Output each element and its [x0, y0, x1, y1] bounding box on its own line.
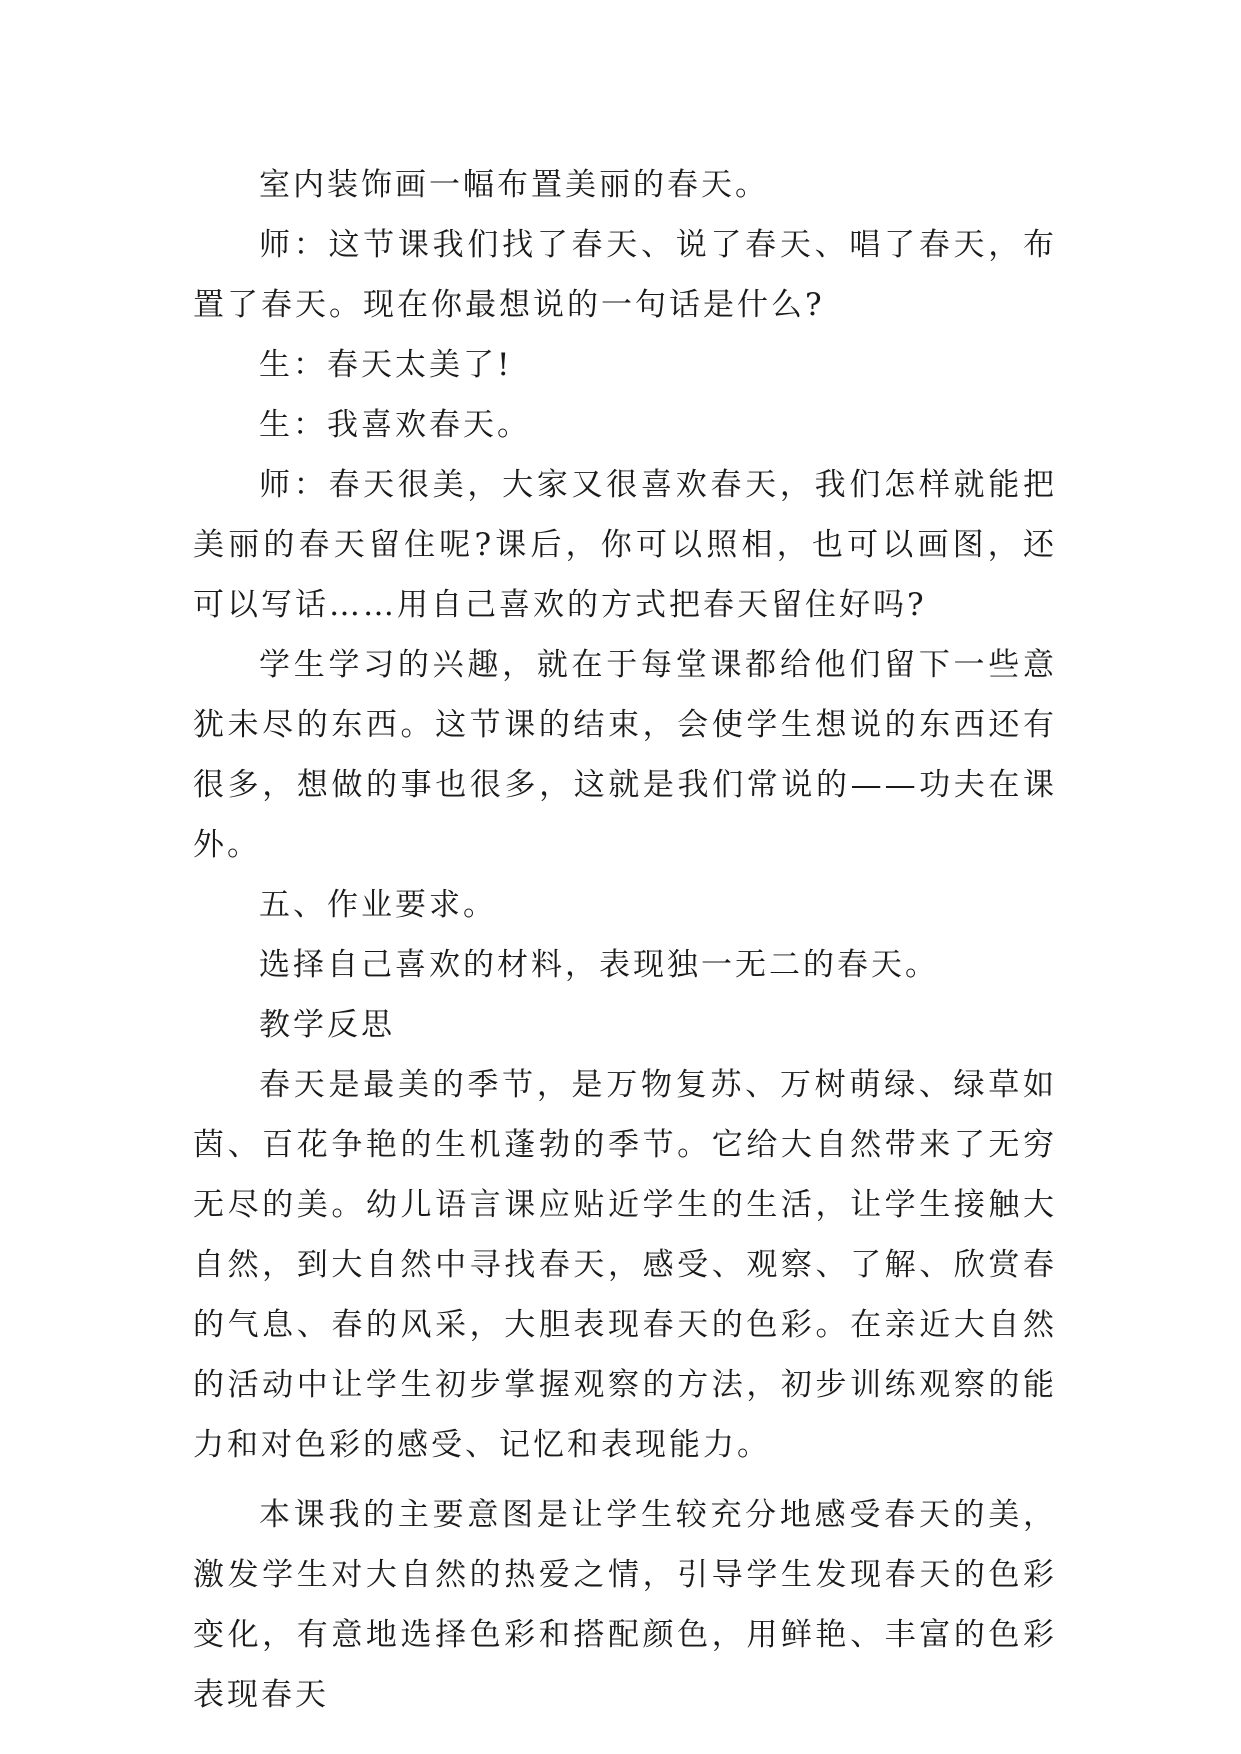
document-body	[193, 155, 1057, 1725]
paragraph: 师：春天很美，大家又很喜欢春天，我们怎样就能把美丽的春天留住呢?课后，你可以照相，也可以画图，还可以写话……用自己喜欢的方式把春天留住好吗?	[193, 467, 1057, 623]
paragraph: 室内装饰画一幅布置美丽的春天。	[259, 167, 769, 203]
section-heading: 五、作业要求。	[259, 887, 497, 923]
paragraph: 生：我喜欢春天。	[259, 407, 531, 443]
paragraph: 选择自己喜欢的材料，表现独一无二的春天。	[259, 947, 939, 983]
paragraph: 生：春天太美了!	[259, 347, 513, 383]
paragraph: 学生学习的兴趣，就在于每堂课都给他们留下一些意犹未尽的东西。这节课的结束，会使学生想说的东西还有很多，想做的事也很多，这就是我们常说的——功夫在课外。	[193, 647, 1057, 863]
section-heading: 教学反思	[259, 1007, 395, 1043]
paragraph: 春天是最美的季节，是万物复苏、万树萌绿、绿草如茵、百花争艳的生机蓬勃的季节。它给大自然带来了无穷无尽的美。幼儿语言课应贴近学生的生活，让学生接触大自然，到大自然中寻找春天，感受、观察、了解、欣赏春的气息、春的风采，大胆表现春天的色彩。在亲近大自然的活动中让学生初步掌握观察的方法，初步训练观察的能力和对色彩的感受、记忆和表现能力。	[193, 1067, 1057, 1463]
paragraph: 本课我的主要意图是让学生较充分地感受春天的美，激发学生对大自然的热爱之情，引导学生发现春天的色彩变化，有意地选择色彩和搭配颜色，用鲜艳、丰富的色彩表现春天	[193, 1497, 1057, 1713]
paragraph: 师：这节课我们找了春天、说了春天、唱了春天，布置了春天。现在你最想说的一句话是什么?	[193, 227, 1057, 323]
